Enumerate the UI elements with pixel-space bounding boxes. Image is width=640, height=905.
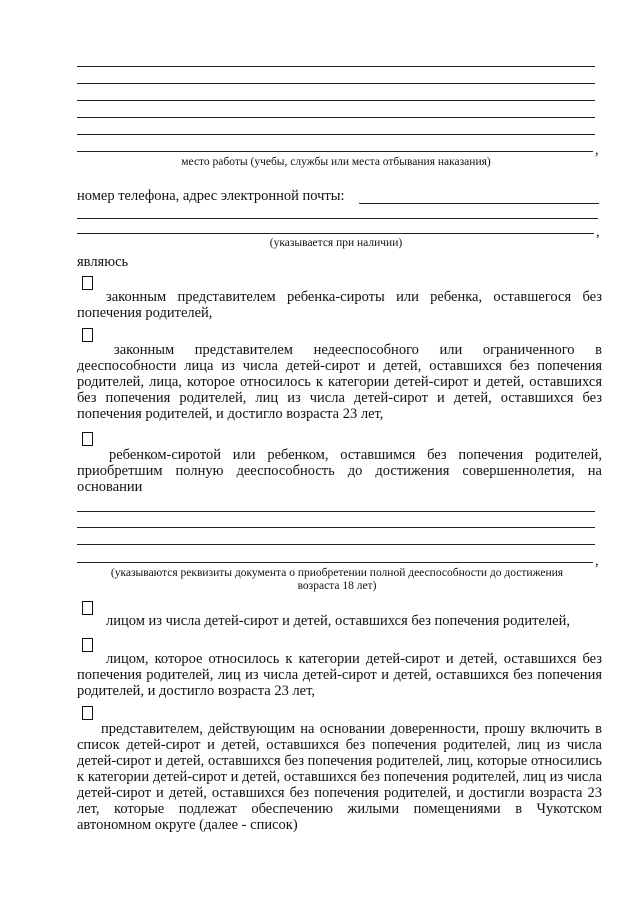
option-text: ребенком-сиротой или ребенком, оставшимся без попечения родителей, приобретшим полную дееспособность до достижения совершеннолетия, на основании (77, 447, 602, 495)
option-text: законным представителем недееспособного или ограниченного в дееспособности лица из числа детей-сирот и детей, оставшихся без попечения родителей, лица, которое относилось к категории детей-сирот и детей, оставшихся без попечения родителей, лиц из числа детей-сирот и детей, оставшихся без попечения родителей, и достигло возраста 23 лет, (77, 342, 602, 422)
line-comma: , (596, 224, 600, 240)
option-text: лицом из числа детей-сирот и детей, оставшихся без попечения родителей, (106, 613, 570, 629)
blank-line[interactable] (77, 218, 598, 219)
blank-line[interactable] (77, 544, 595, 545)
option-checkbox[interactable] (82, 328, 93, 342)
document-caption-line1: (указываются реквизиты документа о приобретении полной дееспособности до достижения (110, 567, 564, 579)
phone-email-label: номер телефона, адрес электронной почты: (77, 188, 345, 204)
blank-line[interactable] (77, 134, 595, 135)
option-text: лицом, которое относилось к категории детей-сирот и детей, оставшихся без попечения родителей, лиц из числа детей-сирот и детей, оставшихся без попечения родителей, и достигло возраста 23 лет, (77, 651, 602, 699)
option-checkbox[interactable] (82, 638, 93, 652)
line-comma: , (595, 142, 599, 158)
option-checkbox[interactable] (82, 706, 93, 720)
blank-line[interactable] (77, 233, 594, 234)
blank-line[interactable] (77, 83, 595, 84)
option-text: законным представителем ребенка-сироты или ребенка, оставшегося без попечения родителей, (77, 289, 602, 321)
line-comma: , (595, 553, 599, 569)
blank-line[interactable] (77, 562, 593, 563)
option-text: представителем, действующим на основании доверенности, прошу включить в список детей-сирот и детей, оставшихся без попечения родителей, лиц из числа детей-сирот и детей, оставшихся без попечения родителей, лиц, которые относились к категории детей-сирот и детей, оставшихся без попечения родителей, лиц из числа детей-сирот и детей, оставшихся без попечения родителей, и достигли возраста 23 лет, которые подлежат обеспечению жилыми помещениями в Чукотском автономном округе (далее - список) (77, 721, 602, 833)
blank-line[interactable] (77, 100, 595, 101)
phone-caption: (указывается при наличии) (269, 237, 403, 249)
status-intro: являюсь (77, 254, 129, 270)
blank-line[interactable] (77, 527, 595, 528)
blank-line[interactable] (77, 151, 593, 152)
blank-line[interactable] (77, 117, 595, 118)
option-checkbox[interactable] (82, 432, 93, 446)
workplace-caption: место работы (учебы, службы или места отбывания наказания) (181, 156, 491, 168)
blank-line[interactable] (77, 511, 595, 512)
option-checkbox[interactable] (82, 276, 93, 290)
phone-email-field[interactable] (359, 203, 599, 204)
blank-line[interactable] (77, 66, 595, 67)
document-caption-line2: возраста 18 лет) (297, 580, 377, 592)
